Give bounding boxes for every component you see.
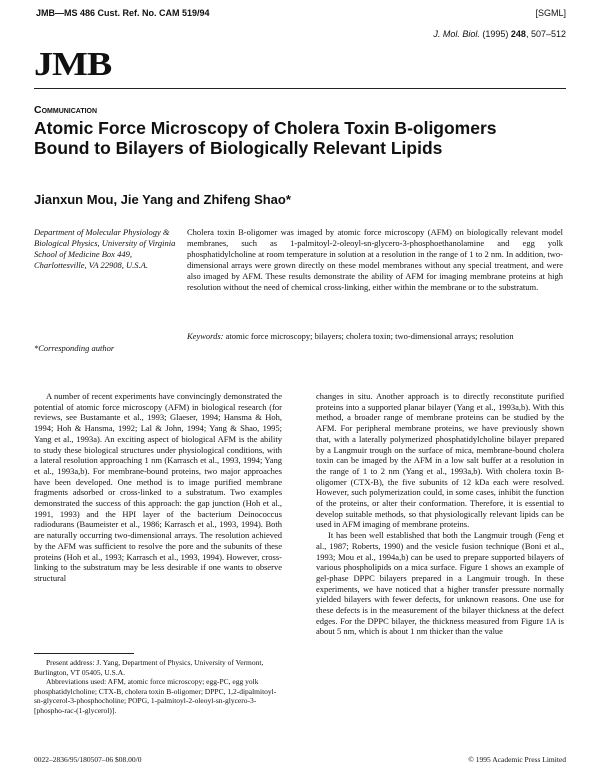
body-paragraph: changes in situ. Another approach is to directly reconstitute purified proteins into a supported planar bilayer (Yang et al., 1993a,b). With this method, a broader range of membrane proteins can be studied by the AFM. For peripheral membrane proteins, we have previously shown that, with a laterally polymerized phosphatidylcholine bilayer prepared by a Langmuir trough on the surface of mica, membrane-bound cholera toxin can be imaged by the AFM in a low salt buffer at a resolution in the range of 1 to 2 nm (Yang et al., 1993a,b). With cholera toxin B-oligomer (CTX-B), the five subunits of 12 kDa each were resolved. However, such polymerization could, in some cases, inhibit the function of the proteins, or alter their conformation. Therefore, it is essential to develop suitable methods, so that physiologically relevant lipids can be used in AFM imaging of membrane proteins. <box>316 391 564 530</box>
keywords <box>187 331 563 342</box>
corresponding-author-note: *Corresponding author <box>34 343 115 353</box>
citation-journal: J. Mol. Biol. <box>433 29 480 39</box>
journal-logo: JMB <box>34 45 112 83</box>
journal-citation <box>433 29 566 39</box>
citation-volume: 248 <box>510 29 526 39</box>
footnote-rule <box>34 653 134 654</box>
author-list: Jianxun Mou, Jie Yang and Zhifeng Shao* <box>34 192 291 207</box>
header-rule <box>34 88 566 89</box>
footnotes <box>34 658 282 715</box>
manuscript-id: JMB—MS 486 Cust. Ref. No. CAM 519/94 <box>36 8 210 18</box>
sgml-tag: [SGML] <box>535 8 566 18</box>
article-code: 0022–2836/95/180507–06 $08.00/0 <box>34 755 142 764</box>
keywords-label: Keywords: <box>187 331 224 341</box>
body-paragraph: A number of recent experiments have convincingly demonstrated the potential of atomic force microscopy (AFM) in biological research (for reviews, see Bustamante et al., 1993; Glaeser, 1994; Hansma & Hoh, 1994; Hoh & Hansma, 1992; Lal & John, 1994; Yang & Shao, 1995; Yang et al., 1993a). An exciting aspect of biological AFM is the ability to study these biological structures under physiological conditions, with a lateral resolution approaching 1 nm (Karrasch et al., 1993, 1994; Yang et al., 1993a,b). For membrane-bound proteins, two major approaches have been developed. One method is to image purified membrane fragments adsorbed or cross-linked to a substratum. Two examples demonstrated the success of this approach: the gap junction (Hoh et al., 1991, 1993) and the HPI layer of the bacterium Deinococcus radiodurans (Baumeister et al., 1986; Karrasch et al., 1993, 1994). Both are naturally occurring two-dimensional arrays. The resolution achieved by the AFM was sufficient to resolve the pore and the subunits of these proteins (Hoh et al., 1993; Karrasch et al., 1993, 1994). However, cross-linking to the substratum may be less desirable if one wants to observe structural <box>34 391 282 583</box>
present-address-footnote: Present address: J. Yang, Department of Physics, University of Vermont, Burlington, VT 05405, U.S.A. <box>34 658 264 677</box>
copyright-notice: © 1995 Academic Press Limited <box>468 755 566 764</box>
citation-year: (1995) <box>482 29 509 39</box>
article-title: Atomic Force Microscopy of Cholera Toxin B-oligomers Bound to Bilayers of Biologically Relevant Lipids <box>34 118 497 158</box>
body-column-left <box>34 391 282 584</box>
body-paragraph: It has been well established that both the Langmuir trough (Feng et al., 1987; Roberts, 1990) and the vesicle fusion technique (Boni et al., 1993; Mou et al., 1994a,b) can be used to prepare supported bilayers of various phospholipids on a mica surface. Figure 1 shows an example of gel-phase DPPC bilayers prepared in a Langmuir trough. In these experiments, we have noticed that a higher transfer pressure normally yielded bilayers with fewer defects, for unknown reasons. One use for these defects is in the measurement of the bilayer thickness at the defect edges. For the DPPC bilayer, the thickness measured from Figure 1A is about 5 nm, which is about 1 nm thicker than the value <box>316 530 564 637</box>
body-column-right <box>316 391 564 637</box>
section-label: Communication <box>34 104 98 116</box>
abstract: Cholera toxin B-oligomer was imaged by atomic force microscopy (AFM) on biologically relevant model membranes, such as 1-palmitoyl-2-oleoyl-sn-glycero-3-phosphoethanolamine and egg yolk phosphatidylcholine at room temperature in solution at a resolution in the range of 1 to 2 nm. In addition, two-dimensional arrays were grown directly on these model membranes without any special treatment, and were also imaged by AFM. These results demonstrate the ability of AFM for imaging membrane proteins at high resolution without the need of chemical cross-linking, either within the membrane or to the substratum. <box>187 227 563 292</box>
citation-pages: , 507–512 <box>525 29 566 39</box>
abbreviations-footnote: Abbreviations used: AFM, atomic force microscopy; egg-PC, egg yolk phosphatidylcholine; CTX-B, cholera toxin B-oligomer; DPPC, 1,2-dipalmitoyl-sn-glycerol-3-phosphocholine; POPG, 1-palmitoyl-2-oleoyl-sn-glycero-3-[phospho-rac-(1-glycerol)]. <box>34 677 277 715</box>
keywords-text: atomic force microscopy; bilayers; cholera toxin; two-dimensional arrays; resolution <box>225 331 514 341</box>
affiliation: Department of Molecular Physiology & Biological Physics, University of Virginia School of Medicine Box 449, Charlottesville, VA 22908, U.S.A. <box>34 227 176 270</box>
